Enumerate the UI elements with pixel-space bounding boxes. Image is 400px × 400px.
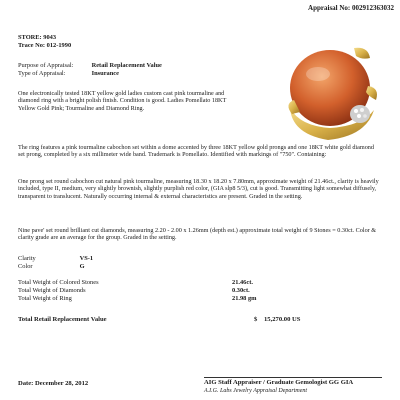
total-ring-label: Total Weight of Ring xyxy=(18,295,72,302)
pave-diamond xyxy=(354,109,358,113)
appraisal-date: Date: December 28, 2012 xyxy=(18,380,89,387)
tourmaline-paragraph: One prong set round cabochon cut natural pink tourmaline, measuring 18.30 x 18.20 x 7.80mm, approximate weight of 21.46ct., clarity is heavily included, type II, medium, very slightly brownish, slightly purplish red color, (GIA slp8 5/3), cut is good. Transmitting light somewhat diffusely, transparent to translucent. Naturally occurring internal & external characteristics are present. Graded in the setting. xyxy=(18,178,379,200)
gold-prong xyxy=(354,48,370,59)
total-colored-row xyxy=(18,279,380,287)
purpose-block xyxy=(18,62,228,77)
total-colored-label: Total Weight of Colored Stones xyxy=(18,279,99,286)
retail-currency: $ xyxy=(254,316,258,323)
diamond-prong xyxy=(350,105,370,123)
type-label: Type of Appraisal: xyxy=(18,69,66,77)
color-label: Color xyxy=(18,263,33,270)
white-gold-prong xyxy=(350,105,370,123)
pave-diamond xyxy=(360,108,364,112)
ring-photo xyxy=(262,30,392,148)
clarity-value: VS-1 xyxy=(79,255,94,262)
retail-value-row xyxy=(18,316,380,323)
trace-label: Trace No: xyxy=(18,42,46,49)
total-ring-value: 21.98 gm xyxy=(232,295,257,302)
total-colored-value: 21.46ct. xyxy=(232,279,253,286)
signature-line xyxy=(204,377,382,378)
appraiser-department: A.I.G. Labs Jewelry Appraisal Department xyxy=(204,388,308,394)
total-diamonds-label: Total Weight of Diamonds xyxy=(18,287,86,294)
color-value: G xyxy=(79,263,85,270)
diamonds-paragraph: Nine pave' set round brilliant cut diamonds, measuring 2.20 - 2.00 x 1.26mm (depth est.) approximate total weight of 9 Stones = 0.30ct. Color & clarity grade are an average for the group. Graded in the setting. xyxy=(18,227,377,242)
appraiser-title: AIG Staff Appraiser / Graduate Gemologist GG GIA xyxy=(204,379,354,386)
stone-highlight xyxy=(306,67,330,81)
store-label: STORE: 9043 xyxy=(18,34,57,41)
type-value: Insurance xyxy=(91,69,119,77)
pave-diamond xyxy=(363,114,367,118)
purpose-value: Retail Replacement Value xyxy=(91,62,162,69)
retail-label: Total Retail Replacement Value xyxy=(18,316,107,323)
total-diamonds-value: 0.30ct. xyxy=(232,287,250,294)
retail-value: 15,270.00 US xyxy=(264,316,301,323)
description-paragraph: One electronically tested 18KT yellow gold ladies custom cast pink tourmaline and diamond ring with a bright polish finish. Condition is good. Ladies Pomellato 18KT Yellow Gold Pink; Tourmaline and Diamond Ring. xyxy=(18,90,227,112)
clarity-label: Clarity xyxy=(18,255,36,262)
pave-diamond xyxy=(357,114,361,118)
purpose-label: Purpose of Appraisal: xyxy=(18,62,74,69)
trace-value: 012-1990 xyxy=(46,42,72,49)
trace-row xyxy=(18,42,71,50)
total-ring-row xyxy=(18,295,380,303)
total-diamonds-row xyxy=(18,287,380,295)
grades-block xyxy=(18,255,93,271)
totals-block xyxy=(18,279,380,303)
features-paragraph: The ring features a pink tourmaline cabochon set within a dome accented by three 18KT yellow gold prongs and one 18KT white gold diamond set prong, completed by a six millimeter wide band. Trademark is Pomellato. Identified with markings of "750". Containing: xyxy=(18,144,374,159)
appraisal-number: Appraisal No: 002912363032 xyxy=(308,4,394,12)
